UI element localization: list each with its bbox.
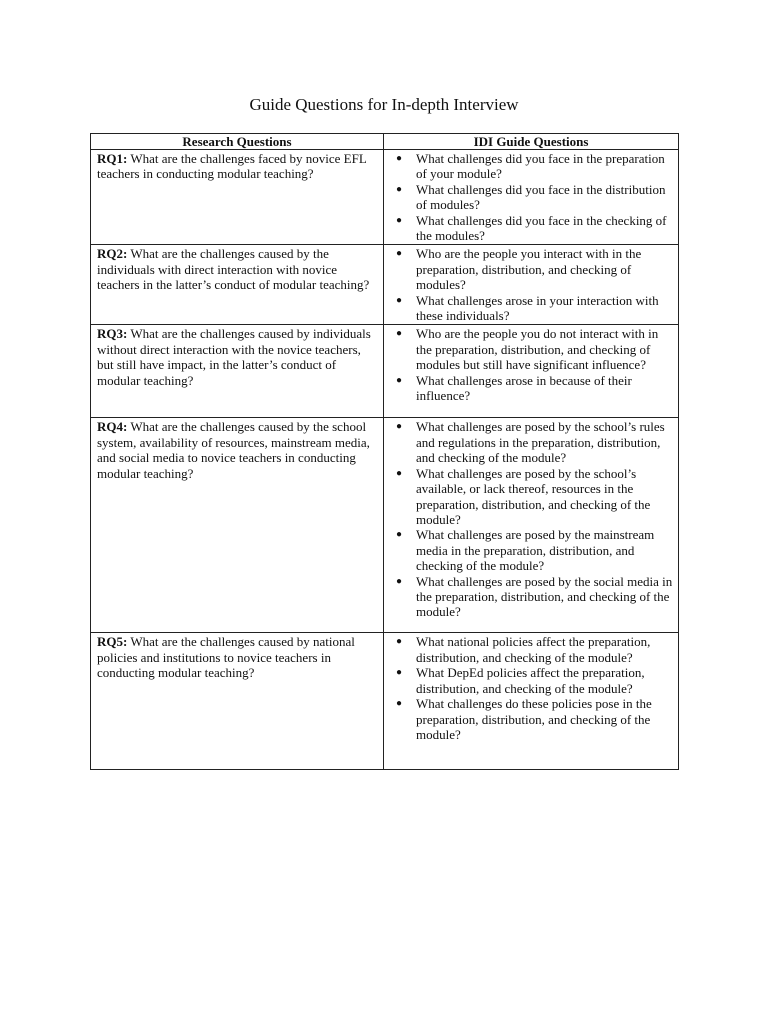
table-row-rq4 (91, 418, 679, 633)
guide-question-text: What challenges do these policies pose in the preparation, distribution, and checking of the module? (416, 696, 652, 742)
list-item (396, 212, 673, 244)
bullet-icon: ● (396, 328, 403, 340)
guide-question-text: What DepEd policies affect the preparation, distribution, and checking of the module? (416, 665, 645, 696)
list-item (396, 419, 673, 466)
guide-question-text: Who are the people you interact with in the preparation, distribution, and checking of modules? (416, 246, 642, 293)
bullet-icon: ● (396, 667, 403, 679)
rq-text: What are the challenges faced by novice EFL teachers in conducting modular teaching? (97, 151, 367, 182)
table-row-rq1 (91, 150, 679, 245)
guide-question-list (390, 326, 673, 403)
rq-label: RQ3: (97, 326, 128, 342)
list-item (396, 527, 673, 574)
list-item (396, 151, 673, 182)
guide-question-text: What national policies affect the preparation, distribution, and checking of the module? (416, 634, 651, 665)
research-question-cell (91, 418, 384, 633)
guide-questions-cell (384, 418, 679, 633)
list-item (396, 372, 673, 404)
bullet-icon: ● (396, 294, 403, 306)
bullet-icon: ● (396, 183, 403, 195)
list-item (396, 634, 673, 665)
rq-label: RQ2: (97, 246, 128, 262)
bullet-icon: ● (396, 248, 403, 260)
guide-questions-cell (384, 325, 679, 418)
bullet-icon: ● (396, 529, 403, 541)
guide-question-text: What challenges did you face in the distribution of modules? (416, 181, 666, 213)
guide-question-text: What challenges are posed by the school’s rules and regulations in the preparation, distribution, and checking of the module? (416, 419, 665, 466)
bullet-icon: ● (396, 421, 403, 433)
guide-question-list (390, 419, 673, 619)
guide-question-text: Who are the people you do not interact with in the preparation, distribution, and checking of modules but still have significant influence? (416, 326, 659, 373)
guide-question-list (390, 246, 673, 323)
research-question-cell (91, 633, 384, 770)
bullet-icon: ● (396, 467, 403, 479)
list-item (396, 573, 673, 620)
guide-question-text: What challenges did you face in the preparation of your module? (416, 151, 665, 182)
bullet-icon: ● (396, 153, 403, 164)
list-item (396, 326, 673, 373)
header-idi-guide-questions: IDI Guide Questions (384, 134, 679, 150)
guide-question-text: What challenges are posed by the school’s available, or lack thereof, resources in the preparation, distribution, and checking of the module? (416, 465, 651, 527)
header-research-questions: Research Questions (91, 134, 384, 150)
guide-questions-cell (384, 245, 679, 325)
guide-questions-table (90, 133, 679, 770)
research-question-cell (91, 150, 384, 245)
bullet-icon: ● (396, 698, 403, 710)
rq-label: RQ5: (97, 634, 128, 650)
guide-question-list (390, 151, 673, 243)
guide-question-text: What challenges arose in because of their influence? (416, 372, 632, 404)
page-title: Guide Questions for In-depth Interview (249, 95, 519, 114)
bullet-icon: ● (396, 214, 403, 226)
rq-text: What are the challenges caused by individuals without direct interaction with the novice teachers, but still have impact, in the latter’s conduct of modular teaching? (97, 326, 371, 388)
guide-question-text: What challenges are posed by the mainstream media in the preparation, distribution, and checking of the module? (416, 527, 655, 574)
table-row-rq2 (91, 245, 679, 325)
table-row-rq3 (91, 325, 679, 418)
guide-question-text: What challenges are posed by the social media in the preparation, distribution, and checking of the module? (416, 573, 673, 620)
list-item (396, 465, 673, 528)
guide-questions-cell (384, 633, 679, 770)
guide-question-text: What challenges did you face in the checking of the modules? (416, 212, 667, 244)
guide-question-list (390, 634, 673, 742)
rq-text: What are the challenges caused by national policies and institutions to novice teachers in conducting modular teaching? (97, 634, 355, 681)
research-question-cell (91, 245, 384, 325)
list-item (396, 181, 673, 213)
bullet-icon: ● (396, 636, 403, 648)
list-item (396, 246, 673, 293)
bullet-icon: ● (396, 575, 403, 587)
rq-label: RQ1: (97, 151, 128, 166)
table-row-rq5 (91, 633, 679, 770)
research-question-cell (91, 325, 384, 418)
list-item (396, 696, 673, 742)
rq-label: RQ4: (97, 419, 128, 435)
guide-questions-cell (384, 150, 679, 245)
bullet-icon: ● (396, 374, 403, 386)
rq-text: What are the challenges caused by the individuals with direct interaction with novice teachers in the latter’s conduct of modular teaching? (97, 246, 370, 293)
list-item (396, 665, 673, 696)
rq-text: What are the challenges caused by the school system, availability of resources, mainstream media, and social media to novice teachers in conducting modular teaching? (97, 419, 370, 481)
table-header-row (91, 134, 679, 150)
list-item (396, 292, 673, 324)
guide-question-text: What challenges arose in your interaction with these individuals? (416, 292, 659, 324)
